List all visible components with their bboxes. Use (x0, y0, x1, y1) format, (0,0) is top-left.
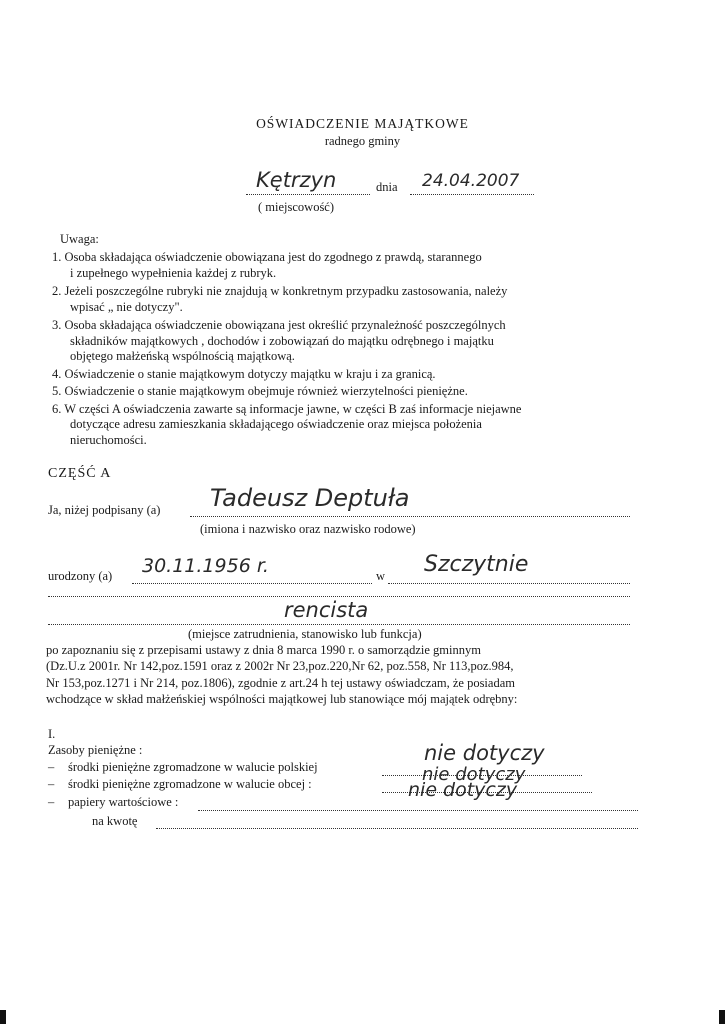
note-item: 2. Jeżeli poszczególne rubryki nie znajdują w konkretnym przypadku zastosowania, należy (52, 284, 508, 298)
signer-caption: (imiona i nazwisko oraz nazwisko rodowe) (200, 522, 416, 536)
note-item: 6. W części A oświadczenia zawarte są informacje jawne, w części B zaś informacje niejawne (52, 401, 522, 416)
foreign-value: nie dotyczy (422, 764, 526, 785)
employment-caption: (miejsce zatrudnienia, stanowisko lub funkcja) (188, 627, 422, 641)
note-item: 4. Oświadczenie o stanie majątkowym dotyczy majątku w kraju i za granicą. (52, 366, 436, 381)
born-place-value: Szczytnie (424, 552, 529, 577)
row-label: na kwotę (92, 814, 138, 828)
part-a-heading: CZĘŚĆ A (48, 466, 112, 481)
notes-heading: Uwaga: (60, 232, 99, 246)
place-value: Kętrzyn (256, 168, 337, 192)
amount-field[interactable] (156, 814, 638, 829)
row-dash: – (48, 795, 55, 809)
money-row-amount (48, 814, 638, 832)
note-item-cont: objętego małżeńską wspólnością majątkową. (70, 349, 295, 363)
place-caption: ( miejscowość) (258, 200, 335, 214)
signer-value: Tadeusz Deptuła (210, 484, 410, 512)
document-title: OŚWIADCZENIE MAJĄTKOWE (256, 116, 469, 131)
date-label: dnia (376, 180, 398, 194)
born-date-field[interactable] (132, 555, 372, 584)
scan-mark (0, 1010, 6, 1024)
statement-line: po zapoznaniu się z przepisami ustawy z dnia 8 marca 1990 r. o samorządzie gminnym (46, 643, 481, 657)
born-extra-line[interactable] (48, 590, 630, 597)
employment-value: rencista (284, 598, 369, 622)
note-item-cont: wpisać „ nie dotyczy". (70, 299, 183, 314)
row-dash: – (48, 777, 55, 791)
statement-line: Nr 153,poz.1271 i Nr 214, poz.1806), zgodnie z art.24 h tej ustawy oświadczam, że posiadam (46, 675, 515, 690)
section-roman: I. (48, 727, 56, 741)
date-value: 24.04.2007 (422, 171, 520, 191)
document-subtitle: radnego gminy (324, 134, 401, 148)
row-label: środki pieniężne zgromadzone w walucie polskiej (68, 760, 318, 774)
employment-field[interactable] (48, 598, 630, 625)
signer-label: Ja, niżej podpisany (a) (48, 503, 161, 517)
born-place-field[interactable] (388, 552, 630, 584)
signer-field[interactable] (190, 484, 630, 517)
legal-statement (46, 642, 646, 707)
securities-field[interactable] (198, 779, 638, 811)
note-item: 3. Osoba składająca oświadczenie obowiązana jest określić przynależność poszczególnych (52, 318, 506, 332)
note-item-cont: i zupełnego wypełnienia każdej z rubryk. (70, 265, 277, 280)
born-label: urodzony (a) (48, 569, 113, 583)
notes-list (52, 250, 632, 448)
note-item-cont: nieruchomości. (70, 432, 147, 447)
securities-value: nie dotyczy (408, 779, 518, 801)
date-field[interactable] (410, 168, 534, 195)
note-item-cont: dotyczące adresu zamieszkania składającego oświadczenie oraz miejsca położenia (70, 417, 482, 431)
row-label: środki pieniężne zgromadzone w walucie obcej : (68, 777, 312, 791)
section-heading: Zasoby pieniężne : (48, 743, 143, 757)
scan-mark (719, 1010, 725, 1024)
note-item: 1. Osoba składająca oświadczenie obowiązana jest do zgodnego z prawdą, starannego (52, 250, 482, 264)
note-item-cont: składników majątkowych , dochodów i zobowiązań do majątku odrębnego i majątku (70, 333, 494, 348)
born-in-label: w (376, 569, 386, 583)
statement-line: (Dz.U.z 2001r. Nr 142,poz.1591 oraz z 2002r Nr 23,poz.220,Nr 62, poz.558, Nr 113,poz.984, (46, 659, 514, 674)
row-label: papiery wartościowe : (68, 795, 179, 809)
pln-value: nie dotyczy (424, 741, 545, 765)
row-dash: – (48, 760, 55, 774)
statement-line: wchodzące w skład małżeńskiej wspólności majątkowej lub stanowiące mój majątek odrębny: (46, 691, 518, 706)
born-date-value: 30.11.1956 r. (142, 555, 269, 577)
note-item: 5. Oświadczenie o stanie majątkowym obejmuje również wierzytelności pieniężne. (52, 384, 468, 398)
place-field[interactable] (246, 168, 370, 195)
